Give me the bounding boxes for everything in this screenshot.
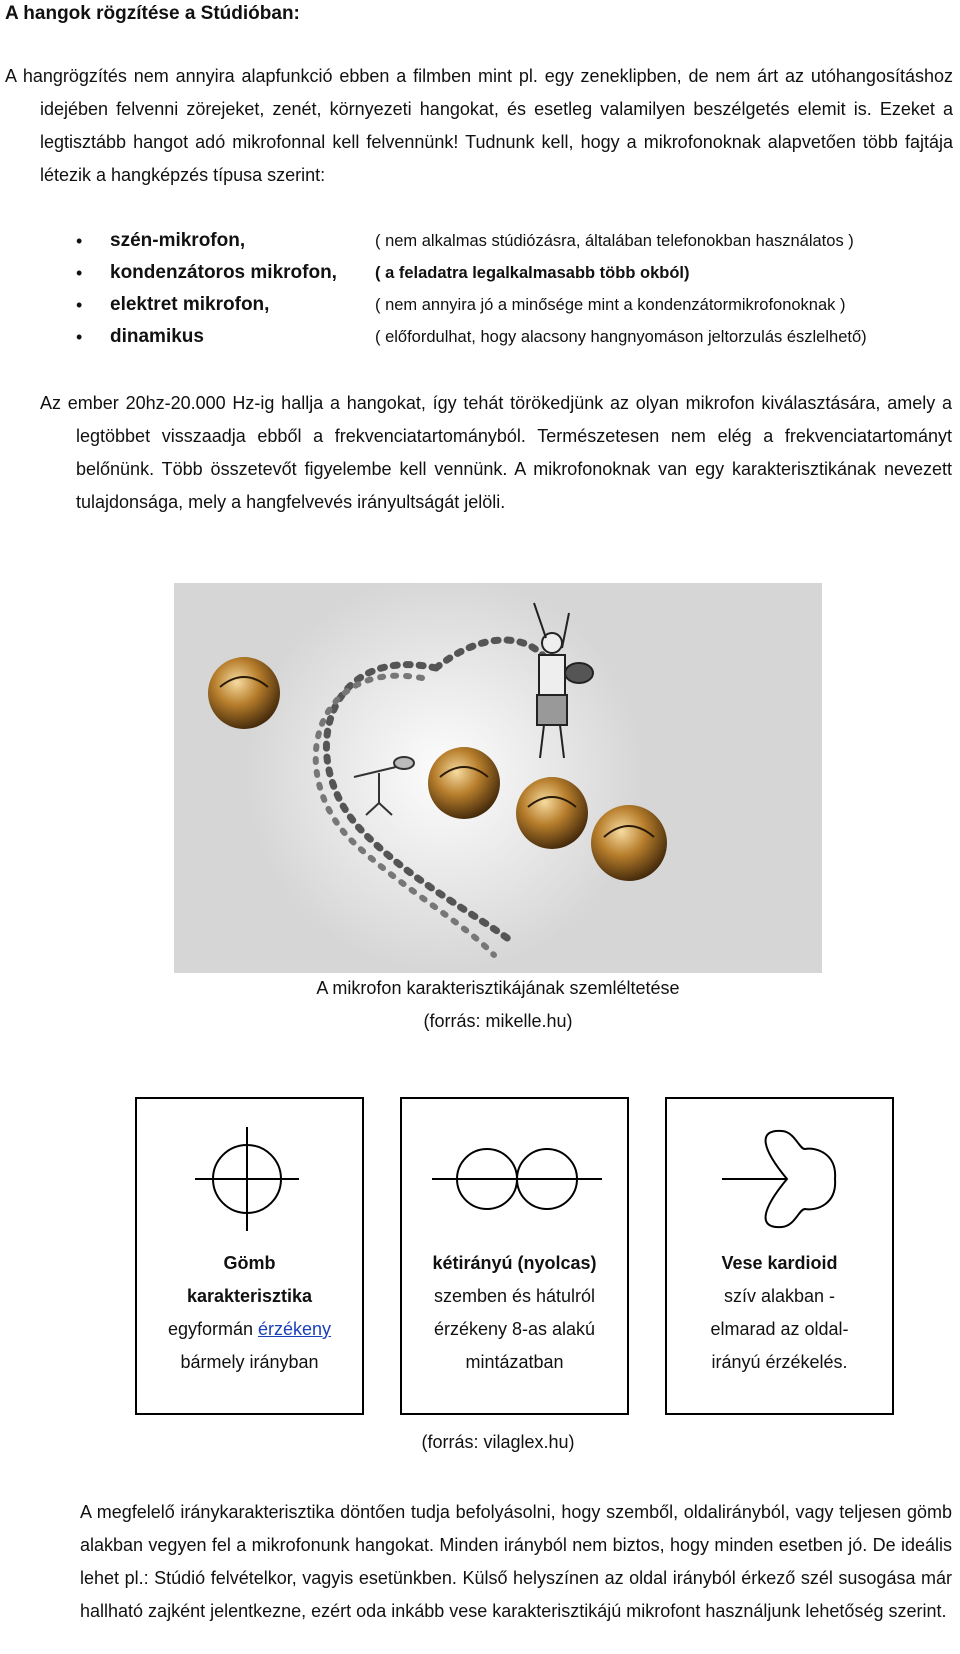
closing-paragraph: [80, 1496, 952, 1628]
vu-meter-icon: [208, 657, 280, 729]
mic-type-note: ( nem annyira jó a minősége mint a kondenzátormikrofonoknak ): [375, 295, 846, 314]
pattern-title: Gömb: [223, 1253, 276, 1273]
omnidirectional-pattern-icon: [137, 1109, 362, 1249]
bullet-icon: •: [76, 294, 83, 315]
list-item: [76, 225, 956, 257]
figure2-source: (forrás: vilaglex.hu): [421, 1432, 575, 1452]
mic-type-note: ( a feladatra legalkalmasabb több okból): [375, 263, 690, 282]
erzekeny-link[interactable]: érzékeny: [258, 1319, 332, 1339]
list-item: [76, 289, 956, 321]
pattern-card-cardioid: [665, 1097, 894, 1415]
bullet-icon: •: [76, 230, 83, 251]
mic-type-term: dinamikus: [110, 326, 204, 347]
intro-text: A hangrögzítés nem annyira alapfunkció ebben a filmben mint pl. egy zeneklipben, de nem árt az utóhangosításhoz idejében felvenni zörejeket, zenét, környezeti hangokat, és esetleg valamilyen beszélgetés elemit is. Ezeket a legtisztább hangot adó mikrofonnal kell felvennünk! Tudnunk kell, hogy a mikrofonoknak alapvetően több fajtája létezik a hangképzés típusa szerint:: [5, 66, 953, 185]
pattern-card-figure-eight: [400, 1097, 629, 1415]
list-item: [76, 321, 956, 353]
figure-source: (forrás: mikelle.hu): [423, 1011, 573, 1031]
pattern-panel: [135, 1097, 895, 1417]
bullet-icon: •: [76, 262, 83, 283]
mic-type-note: ( előfordulhat, hogy alacsony hangnyomáson jeltorzulás észlelhető): [375, 327, 867, 346]
list-item: [76, 257, 956, 289]
hearing-text: Az ember 20hz-20.000 Hz-ig hallja a hangokat, így tehát törökedjünk az olyan mikrofon kiválasztására, amely a legtöbbet visszaadja ebből a frekvenciatartományból. Természetesen nem elég a frekvenciatartományt belőnünk. Több összetevőt figyelembe kell vennünk. A mikrofonoknak van egy karakterisztikának nevezett tulajdonsága, mely a hangfelvevés irányultságát jelöli.: [40, 393, 952, 512]
pattern-title: kétirányú (nyolcas): [432, 1253, 597, 1273]
figure-caption: A mikrofon karakterisztikájának szemléltetése: [316, 978, 680, 998]
pattern-title: Vese kardioid: [721, 1253, 838, 1273]
mic-type-list: [76, 225, 956, 353]
mic-type-term: szén-mikrofon,: [110, 230, 246, 251]
cardioid-pattern-icon: [667, 1109, 892, 1249]
vu-meter-icon: [428, 747, 500, 819]
page-heading: A hangok rögzítése a Stúdióban:: [5, 3, 300, 24]
bullet-icon: •: [76, 326, 83, 347]
pattern-desc-2: érzékeny 8-as alakú: [433, 1319, 596, 1339]
pattern-desc-3: mintázatban: [465, 1352, 564, 1372]
mic-type-term: elektret mikrofon,: [110, 294, 270, 315]
hearing-paragraph: [40, 387, 952, 519]
figure-eight-pattern-icon: [402, 1109, 627, 1249]
mic-type-term: kondenzátoros mikrofon,: [110, 262, 337, 283]
pattern-desc: szemben és hátulról: [433, 1286, 596, 1306]
mic-type-note: ( nem alkalmas stúdiózásra, általában telefonokban használatos ): [375, 231, 854, 250]
illustration-image: [174, 583, 822, 973]
pattern-desc-2: bármely irányban: [180, 1352, 319, 1372]
vu-meter-icon: [591, 805, 667, 881]
characteristic-illustration: [174, 583, 822, 973]
pattern-desc: egyformán: [167, 1319, 258, 1339]
pattern-title-2: karakterisztika: [186, 1286, 313, 1306]
pattern-desc-3: irányú érzékelés.: [711, 1352, 848, 1372]
pattern-desc: szív alakban -: [723, 1286, 836, 1306]
pattern-desc-2: elmarad az oldal-: [710, 1319, 849, 1339]
closing-text: A megfelelő iránykarakterisztika döntően tudja befolyásolni, hogy szemből, oldalirányból, vagy teljesen gömb alakban vegyen fel a mikrofonunk hangokat. Minden irányból nem biztos, hogy minden esetben jó. De ideális lehet pl.: Stúdió felvételkor, vagyis esetünkben. Külső helyszínen az oldal irányból érkező szél susogása már hallható zajként jelentkezne, ezért oda inkább vese karakterisztikájú mikrofont használjunk lehetőség szerint.: [80, 1502, 952, 1621]
vu-meter-icon: [516, 777, 588, 849]
pattern-card-omni: [135, 1097, 364, 1415]
intro-paragraph: [5, 60, 953, 192]
